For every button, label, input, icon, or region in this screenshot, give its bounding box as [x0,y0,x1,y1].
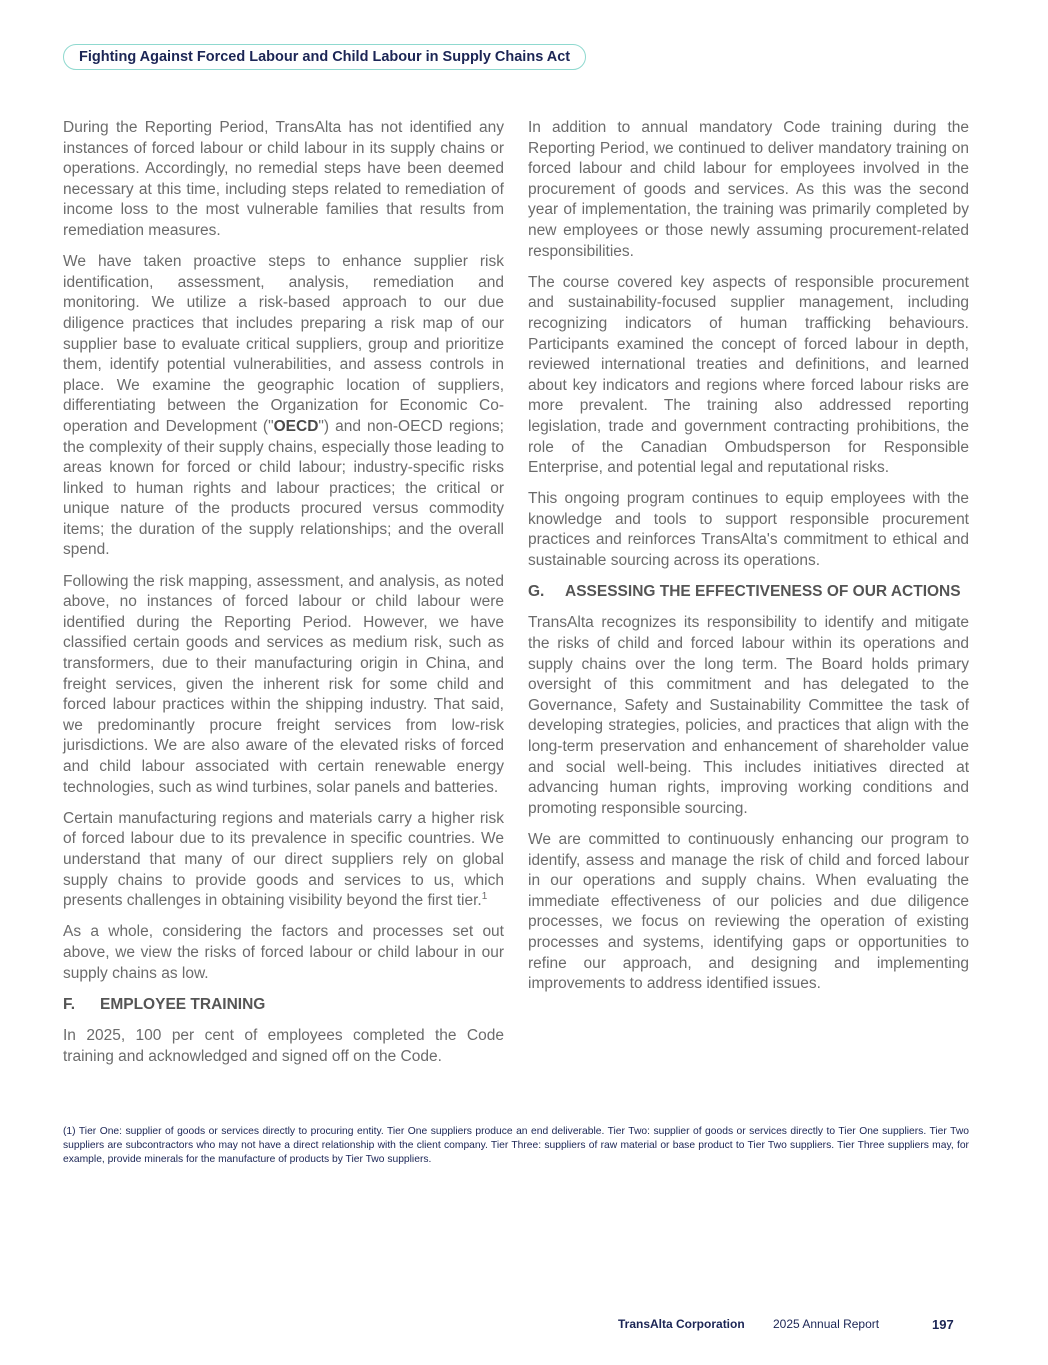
paragraph-code-training: In 2025, 100 per cent of employees completed the Code training and acknowledged and signed off on the Code. [63,1026,504,1065]
footer-report-name: 2025 Annual Report [773,1317,880,1331]
paragraph-ongoing-program: This ongoing program continues to equip employees with the knowledge and tools to support responsible procurement practices and reinforces TransAlta's commitment to ethical and sustainable sourcing across its operations. [528,490,969,570]
document-title: Fighting Against Forced Labour and Child Labour in Supply Chains Act [63,44,586,70]
paragraph-course-coverage: The course covered key aspects of responsible procurement and sustainability-focused supplier management, including recognizing indicators of human trafficking behaviours. Participants examined the concept of forced labour in depth, reviewed international treaties and definitions, and learned about key indicators and regions where forced labour risks are more prevalent. The training also addressed reporting legislation, trade and government contracting prohibitions, the role of the Canadian Ombudsperson for Responsible Enterprise, and potential legal and reputational risks. [528,273,969,477]
oecd-abbreviation: OECD [273,417,319,435]
section-letter: G. [528,583,545,601]
left-column [63,118,504,1078]
paragraph-risk-mapping: Following the risk mapping, assessment, and analysis, as noted above, no instances of forced labour or child labour were identified during the Reporting Period. However, we have classified certain goods and services as medium risk, such as transformers, due to their manufacturing origin in China, and freight services, given the inherent risk for some child and forced labour practices within the shipping industry. That said, we predominantly procure freight services from low-risk jurisdictions. We are also aware of the elevated risks of forced and child labour associated with certain renewable energy technologies, such as wind turbines, solar panels and batteries. [63,572,504,796]
paragraph-no-instances: During the Reporting Period, TransAlta has not identified any instances of forced labour or child labour in its supply chains or operations. Accordingly, no remedial steps have been deemed necessary at this time, including steps related to remediation of income loss to the most vulnerable families that results from remediation measures. [63,119,504,239]
paragraph-continuous-improvement: We are committed to continuously enhancing our program to identify, assess and manage the risk of child and forced labour in our operations and supply chains. When evaluating the immediate effectiveness of our policies and due diligence processes, we focus on reviewing the operation of existing processes and systems, identifying gaps or opportunities to refine our approach, and designing and implementing improvements to address identified issues. [528,830,969,993]
paragraph-board-oversight: TransAlta recognizes its responsibility to identify and mitigate the risks of child and forced labour within its operations and supply chains over the long term. The Board holds primary oversight of this commitment and has delegated to the Governance, Safety and Sustainability Committee the task of developing strategies, policies, and practices that align with the long-term preservation and enhancement of shareholder value and social well-being. This includes initiatives directed at advancing human rights, improving working conditions and promoting responsible sourcing. [528,614,969,817]
section-title: ASSESSING THE EFFECTIVENESS OF OUR ACTIONS [565,583,961,601]
paragraph-risk-based-approach [63,252,504,561]
section-letter: F. [63,995,76,1013]
paragraph-text: We have taken proactive steps to enhance supplier risk identification, assessment, analysis, remediation and monitoring. We utilize a risk-based approach to our due diligence practices that includes preparing a risk map of our supplier base to evaluate critical suppliers, group and prioritize them, identify potential vulnerabilities, and assess controls in place. We examine the geographic location of suppliers, differentiating between the Organization for Economic Co-operation and Development (" [63,253,504,435]
page-number: 197 [932,1317,954,1332]
paragraph-mandatory-training: In addition to annual mandatory Code training during the Reporting Period, we continued to deliver mandatory training on forced labour and child labour for employees involved in the procurement of goods and services. As this was the second year of implementation, the training was primarily completed by new employees or those newly assuming procurement-related responsibilities. [528,119,969,260]
paragraph-risk-conclusion: As a whole, considering the factors and processes set out above, we view the risks of forced labour or child labour in our supply chains as low. [63,923,504,982]
section-heading-assessing-effectiveness [528,582,969,603]
right-column [528,118,969,1005]
section-title: EMPLOYEE TRAINING [100,995,266,1013]
footer-company: TransAlta Corporation [618,1317,745,1331]
paragraph-manufacturing-regions [63,809,504,912]
paragraph-text: Certain manufacturing regions and materials carry a higher risk of forced labour due to its prevalence in specific countries. We understand that many of our direct suppliers rely on global supply chains to provide goods and services to us, which presents challenges in obtaining visibility beyond the first tier. [63,809,504,910]
section-heading-employee-training [63,995,504,1016]
footnote-reference: 1 [481,891,488,902]
paragraph-text: ") and non-OECD regions; the complexity of their supply chains, especially those leading to areas known for forced or child labour; industry-specific risks linked to human rights and labour practices; the critical or unique nature of the products procured versus commodity items; the duration of the supply relationships; and the overall spend. [63,417,504,559]
footnote: (1) Tier One: supplier of goods or services directly to procuring entity. Tier One suppliers produce an end deliverable. Tier Two: supplier of goods or services directly to Tier One suppliers. Tier Two suppliers are subcontractors who may not have a direct relationship with the client company. Tier Three: suppliers of raw material or base product to Tier Two suppliers. Tier Three suppliers may, for example, provide minerals for the manufacture of products by Tier Two suppliers. [63,1126,969,1165]
